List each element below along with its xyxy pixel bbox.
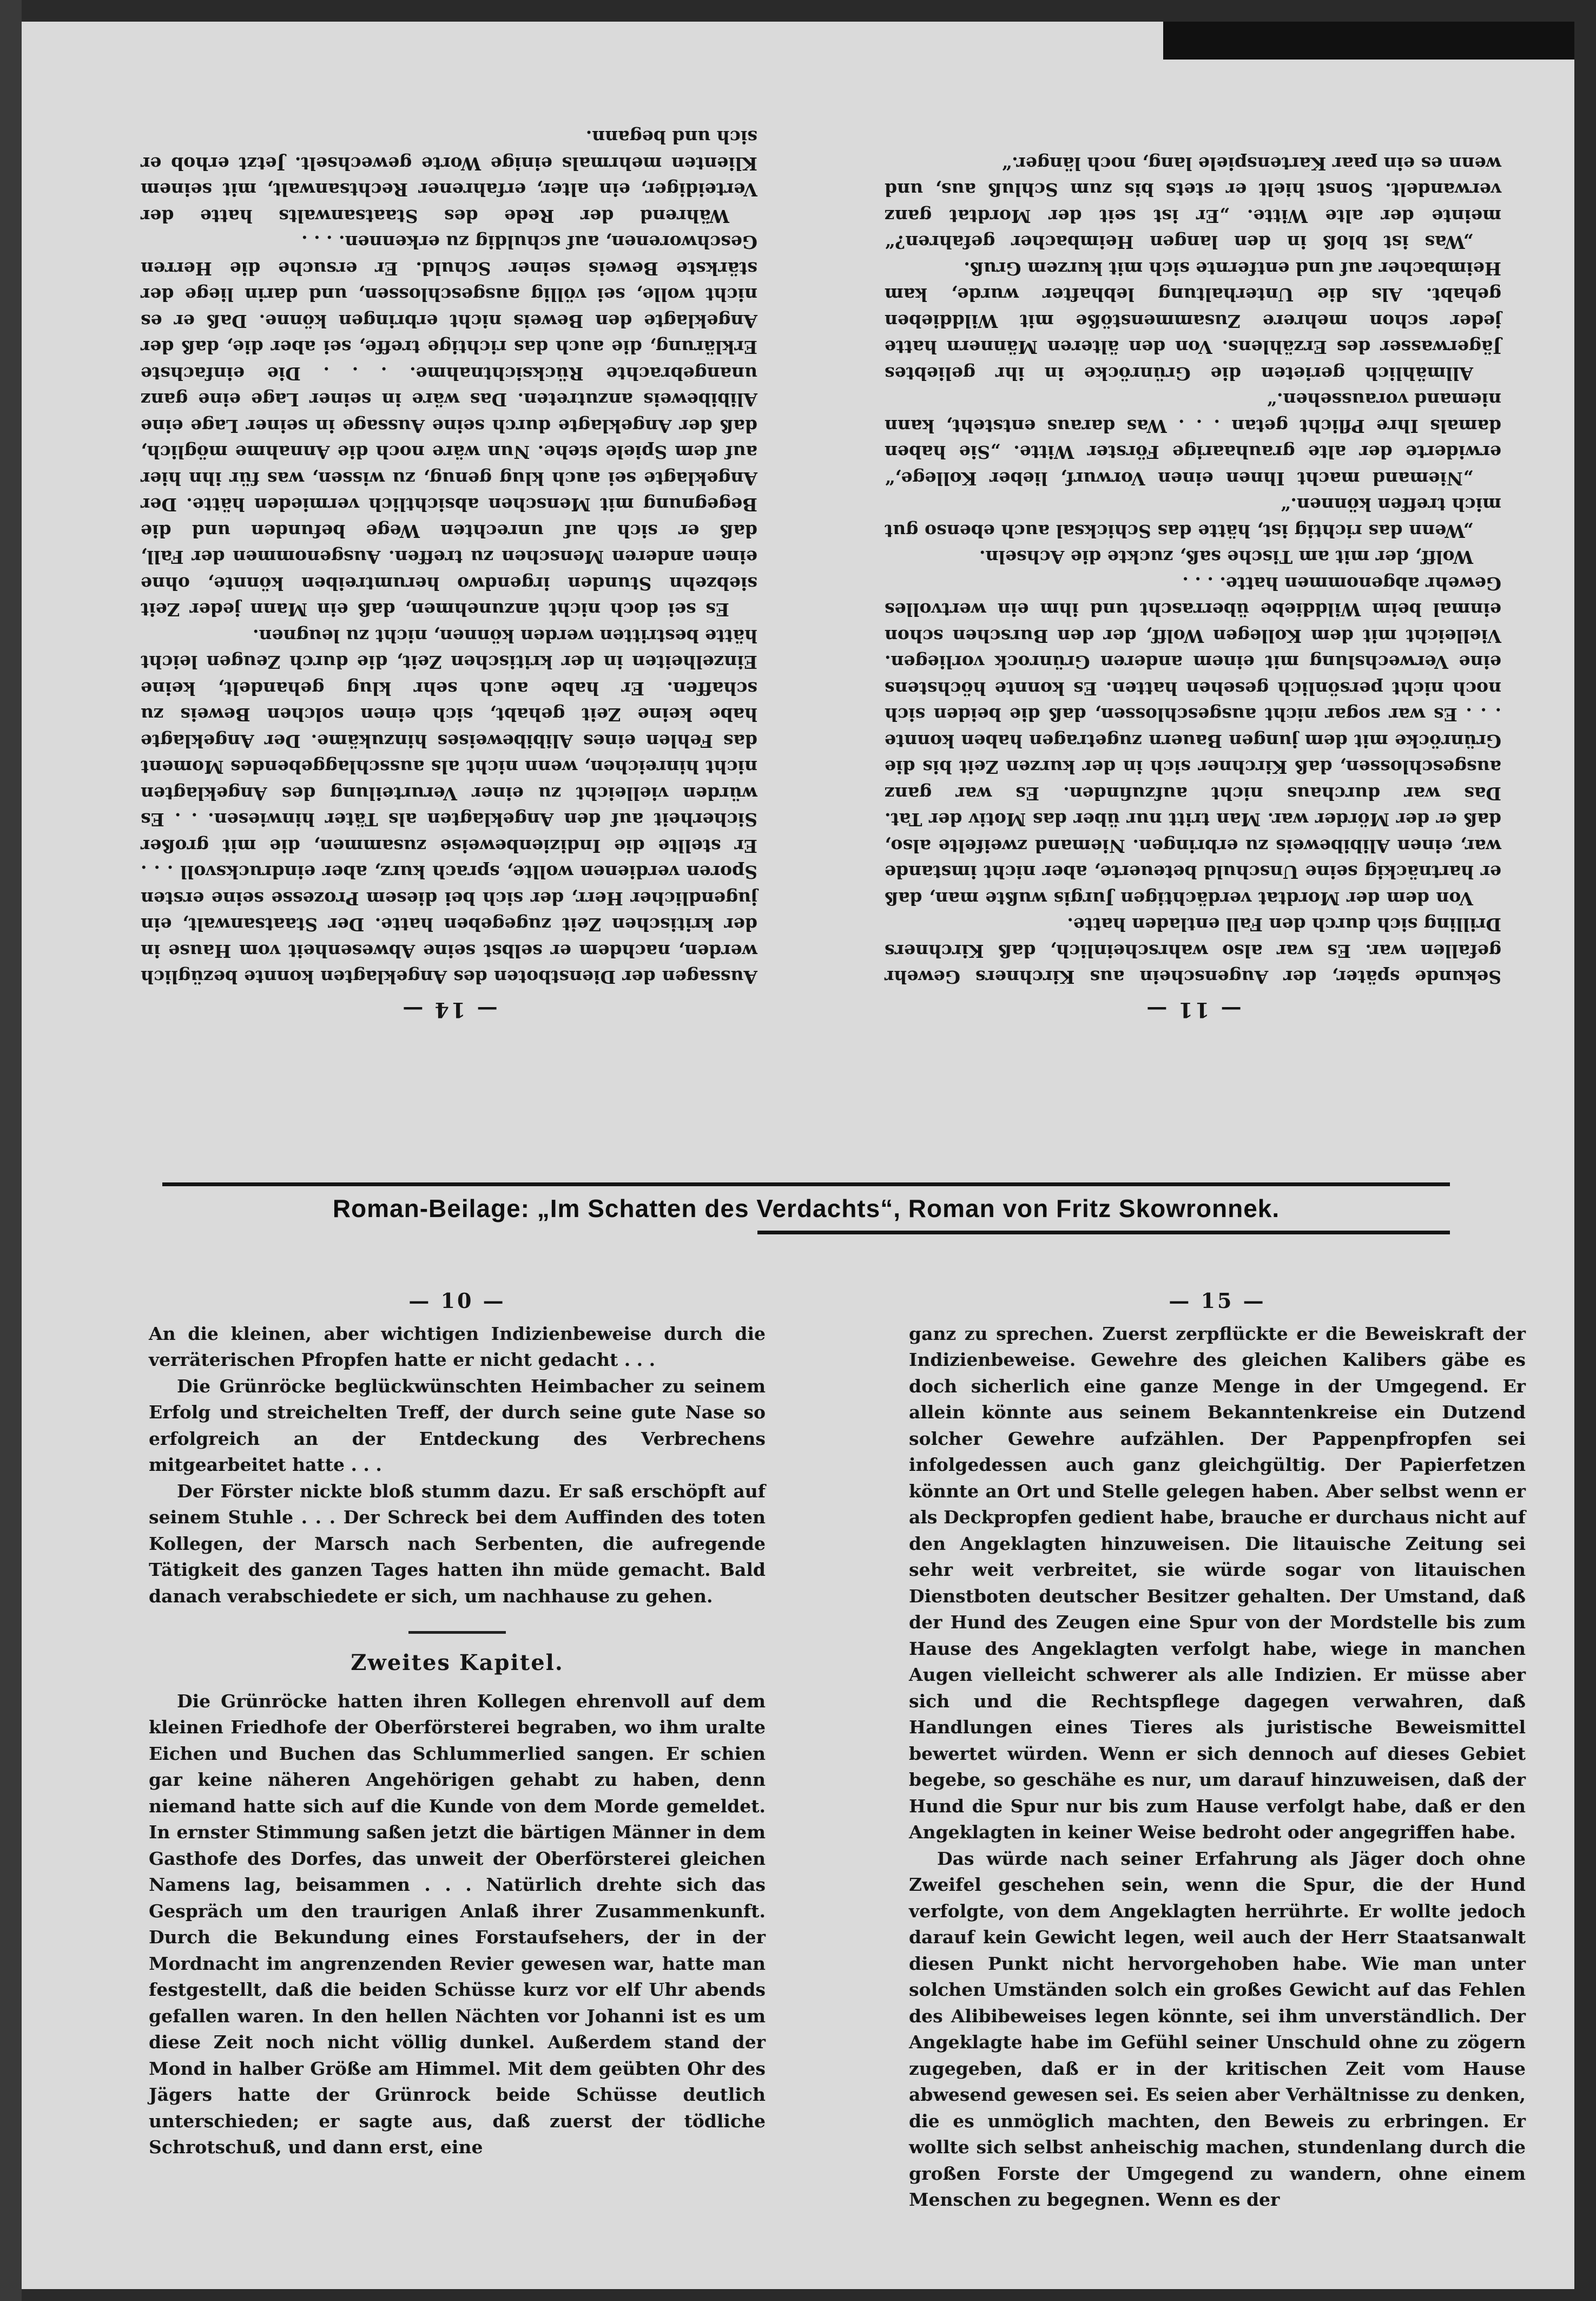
paragraph: Der Förster nickte bloß stumm dazu. Er saß erschöpft auf seinem Stuhle . . . Der Schreck bei dem Auffinden des toten Kollegen, der Marsch nach Serbenten, die aufregende Tätigkeit des ganzen Tages hatten ihn müde gemacht. Bald danach verabschiedete er sich, um nachhause zu gehen.: [149, 1480, 766, 1607]
section-divider: [408, 1631, 506, 1634]
paragraph: Die Grünröcke hatten ihren Kollegen ehrenvoll auf dem kleinen Friedhofe der Oberförsterei begraben, wo ihm uralte Eichen und Buchen das Schlummerlied sangen. Er schien gar keine näheren Angehörigen gehabt zu haben, denn niemand hatte sich auf die Kunde von dem Morde gemeldet. In ernster Stimmung saßen jetzt die bärtigen Männer in dem Gasthofe des Dorfes, das unweit der Oberförsterei gleichen Namens lag, beisammen . . . Natürlich drehte sich das Gespräch um den traurigen Anlaß ihrer Zusammenkunft. Durch die Bekundung eines Forstaufsehers, der in der Mordnacht im angrenzenden Revier gewesen war, hatte man festgestellt, daß die beiden Schüsse kurz vor elf Uhr abends gefallen waren. In den hellen Nächten vor Johanni ist es um diese Zeit noch nicht völlig dunkel. Außerdem stand der Mond in halber Größe am Himmel. Mit dem geübten Ohr des Jägers hatte der Grünrock beide Schüsse deutlich unterschieden; er sagte aus, daß zuerst der tödliche Schrotschuß, und dann erst, eine: [149, 1690, 766, 2158]
paragraph: Wolff, der mit am Tische saß, zuckte die Achseln.: [979, 547, 1473, 568]
banner-top-rule: [162, 1182, 1450, 1186]
banner-bottom-rule: [757, 1231, 1450, 1234]
paragraph: Das würde nach seiner Erfahrung als Jäger doch ohne Zweifel geschehen sein, wenn die Spur, die der Hund verfolgte, von dem Angeklagten herrührte. Er wollte jedoch darauf kein Gewicht legen, weil auch der Herr Staatsanwalt diesen Punkt nicht hervorgehoben habe. Wie man unter solchen Umständen solch ein großes Gewicht auf das Fehlen des Alibibeweises legen könnte, sei ihm unverständlich. Der Angeklagte habe im Gefühl seiner Unschuld ohne zu zögern zugegeben, daß er in der kritischen Zeit vom Hause abwesend gewesen sei. Es seien aber Verhältnisse zu denken, die es unmöglich machten, den Beweis zu erbringen. Er wollte sich selbst anheischig machen, stundenlang durch die großen Forste der Umgegend zu wandern, ohne einem Menschen zu begegnen. Wenn es der: [909, 1848, 1526, 2210]
paragraph: „Niemand macht Ihnen einen Vorwurf, lieber Kollege,“ erwiderte der alte grauhaarige Förster Witte. „Sie haben damals Ihre Pflicht getan . . . Was daraus entsteht, kann niemand voraussehen.“: [885, 389, 1501, 489]
paragraph: An die kleinen, aber wichtigen Indizienbeweise durch die verräterischen Pfropfen hatte er nicht gedacht . . .: [149, 1323, 766, 1370]
page-number: — 14 —: [400, 998, 498, 1022]
paragraph: Es sei doch nicht anzunehmen, daß ein Mann jeder Zeit siebzehn Stunden irgendwo herumtreiben könnte, ohne einen anderen Menschen zu treffen. Ausgenommen der Fall, daß er sich auf unrechten Wege befunden und die Begegnung mit Menschen absichtlich vermieden hätte. Der Angeklagte sei auch klug genug, zu wissen, was für ihn hier auf dem Spiele stehe. Nun wäre noch die Annahme möglich, daß der Angeklagte durch seine Aussage in seiner Lage eine Alibibeweis anzutreten. Das wäre in seiner Lage eine ganz unangebrachte Rücksichtnahme. . . . Die einfachste Erklärung, die auch das richtige treffe, sei aber die, daß der Angeklagte den Beweis nicht erbringen könne. Daß er es nicht wolle, sei völlig ausgeschlossen, und darin liege der stärkste Beweis seiner Schuld. Er ersuche die Herren Geschworenen, auf schuldig zu erkennen. . . .: [141, 232, 757, 621]
supplement-banner: [162, 1182, 1450, 1234]
newspaper-sheet: [22, 22, 1574, 2289]
paragraph: Die Grünröcke beglückwünschten Heimbacher zu seinem Erfolg und streichelten Treff, der durch seine gute Nase so erfolgreich an der Entdeckung des Verbrechens mitgearbeitet hatte . . .: [149, 1375, 766, 1475]
paragraph: ganz zu sprechen. Zuerst zerpflückte er die Beweiskraft der Indizienbeweise. Gewehre des gleichen Kalibers gäbe es doch sicherlich eine ganze Menge in der Umgegend. Er allein könnte aus seinem Bekanntenkreise ein Dutzend solcher Gewehre aufzählen. Der Pappenpfropfen sei infolgedessen auch ganz gleichgültig. Der Papierfetzen könnte an Ort und Stelle gelegen haben. Aber selbst wenn er als Deckpropfen gedient habe, brauche er durchaus nicht auf den Angeklagten hinzuweisen. Die litauische Zeitung sei sehr weit verbreitet, sie würde sogar von litauischen Dienstboten deutscher Besitzer gehalten. Der Umstand, daß der Hund des Zeugen eine Spur von der Mordstelle bis zum Hause des Angeklagten verfolgt habe, wiege in manchen Augen vielleicht schwerer als alle Indizien. Er müsse aber sich und die Rechtspflege dagegen verwahren, daß Handlungen eines Tieres als juristische Beweismittel bewertet würden. Wenn er sich dennoch auf dieses Gebiet begebe, so geschähe es nur, um darauf hinzuweisen, daß der Hund die Spur nur bis zum Hause verfolgt habe, daß er den Angeklagten in keiner Weise bedroht oder angegriffen habe.: [909, 1323, 1526, 1843]
page-number: — 11 —: [1144, 998, 1242, 1022]
page-14-column: [141, 124, 757, 1023]
paragraph: Während der Rede des Staatsanwalts hatte der Verteidiger, ein alter, erfahrener Rechtsanwalt, mit seinem Klienten mehrmals einige Worte gewechselt. Jetzt erhob er sich und begann.: [141, 127, 757, 227]
upside-down-pages: [22, 22, 1574, 1104]
chapter-heading: Zweites Kapitel.: [351, 1650, 564, 1675]
page-11-column: [885, 150, 1501, 1023]
paragraph: „Was ist bloß in den langen Heimbacher gefahren?“ meinte der alte Witte. „Er ist seit der Mordtat ganz verwandelt. Sonst hielt er stets bis zum Schluß aus, und wenn es ein paar Kartenspiele lang, noch länger.“: [885, 153, 1501, 253]
paragraph: Von dem der Mordtat verdächtigen Jurgis wußte man, daß er hartnäckig seine Unschuld beteuerte, aber nicht imstande war, einen Alibibeweis zu erbringen. Niemand zweifelte also, daß er der Mörder war. Man tritt nur über das Motiv der Tat. Das war durchaus nicht aufzufinden. Es war ganz ausgeschlossen, daß Kirchner sich in der kurzen Zeit bis die Grünröcke mit dem jungen Bauern zugetragen haben konnte . . . Es war sogar nicht ausgeschlossen, daß die beiden sich noch nicht persönlich gesehen hatten. Es konnte höchstens eine Verwechslung mit einem anderen Grünrock vorliegen. Vielleicht mit dem Kollegen Wolff, der den Burschen schon einmal beim Wilddiebe überrascht und ihm ein wertvolles Gewehr abgenommen hatte. . . .: [885, 573, 1501, 909]
page-10-column: [149, 1288, 766, 2161]
page-15-column: [909, 1288, 1526, 2213]
paragraph: Allmählich gerieten die Grünröcke in ihr geliebtes Jägerwasser des Erzählens. Von den älteren Männern hatte jeder schon mehrere Zusammenstöße mit Wilddieben gehabt. Als die Unterhaltung lebhafter wurde, kam Heimbacher auf und entfernte sich mit kurzem Gruß.: [885, 258, 1501, 384]
banner-title: Roman-Beilage: „Im Schatten des Verdachts“, Roman von Fritz Skowronnek.: [332, 1194, 1280, 1222]
paragraph: Sekunde später, der Augenschein aus Kirchners Gewehr gefallen war. Es war also wahrscheinlich, daß Kirchners Drilling sich durch den Fall entladen hatte.: [885, 914, 1501, 988]
paragraph: Aussagen der Dienstboten des Angeklagten konnte bezüglich werden, nachdem er selbst seine Abwesenheit vom Hause in der kritischen Zeit zugegeben hatte. Der Staatsanwalt, ein jugendlicher Herr, der sich bei diesem Prozesse seine ersten Sporen verdienen wollte, sprach kurz, aber eindrucksvoll . . . Er stellte die Indizienbeweise zusammen, die mit großer Sicherheit auf den Angeklagten als Täter hinwiesen. . . Es würden vielleicht zu einer Verurteilung des Angeklagten nicht hinreichen, wenn nicht als ausschlaggebendes Moment das Fehlen eines Alibibeweises hinzukäme. Der Angeklagte habe keine Zeit gehabt, sich einen solchen Beweis zu schaffen. Er habe auch sehr klug gehandelt, keine Einzelheiten in der kritischen Zeit, die durch Zeugen leicht hätte bestritten werden können, nicht zu leugnen.: [141, 626, 757, 988]
page-number: — 15 —: [1169, 1288, 1266, 1313]
upright-pages: [22, 1201, 1574, 2284]
page-number: — 10 —: [408, 1288, 506, 1313]
scan-left-edge: [0, 0, 22, 2301]
paragraph: „Wenn das richtig ist, hätte das Schicksal auch ebenso gut mich treffen können.“: [885, 494, 1501, 542]
